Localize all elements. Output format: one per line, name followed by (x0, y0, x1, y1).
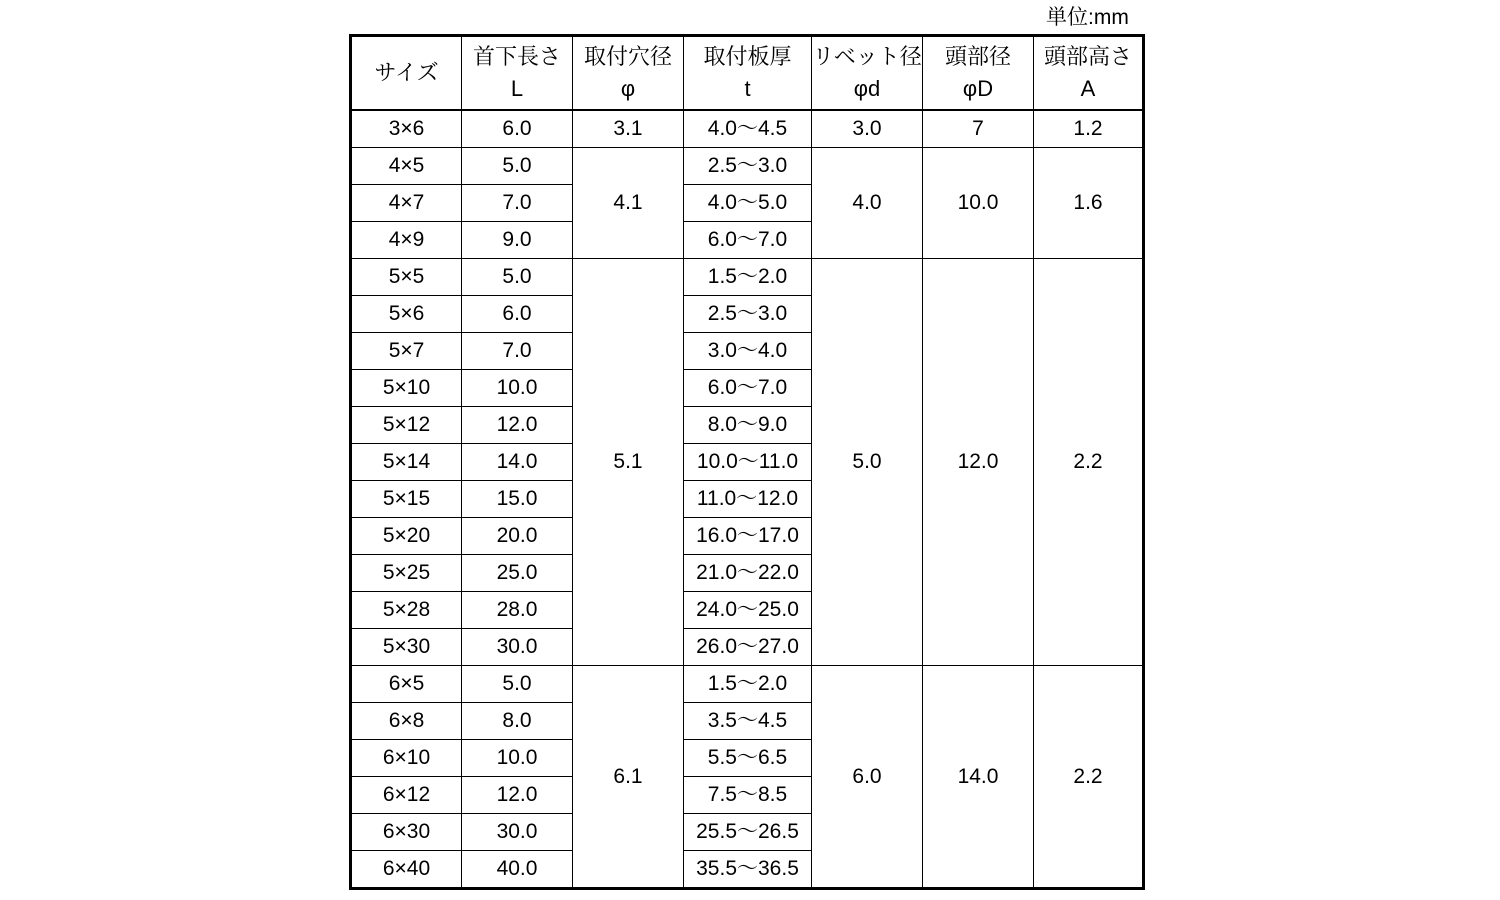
size-cell: 5×15 (351, 481, 462, 518)
length-cell: 5.0 (462, 666, 573, 703)
thickness-cell: 1.5～2.0 (684, 259, 812, 296)
length-cell: 10.0 (462, 740, 573, 777)
length-cell: 25.0 (462, 555, 573, 592)
size-cell: 4×9 (351, 222, 462, 259)
size-cell: 6×5 (351, 666, 462, 703)
header-head-height: 頭部高さ A (1034, 36, 1144, 111)
table-body (351, 110, 1144, 889)
table-header (351, 36, 1144, 111)
size-cell: 5×14 (351, 444, 462, 481)
size-cell: 5×30 (351, 629, 462, 666)
length-cell: 30.0 (462, 814, 573, 851)
length-cell: 10.0 (462, 370, 573, 407)
length-cell: 7.0 (462, 185, 573, 222)
header-head-diameter: 頭部径 φD (923, 36, 1034, 111)
thickness-cell: 6.0～7.0 (684, 222, 812, 259)
header-rivet-diameter: リベット径 φd (812, 36, 923, 111)
head-diameter-cell: 12.0 (923, 259, 1034, 666)
table-row (351, 666, 1144, 703)
thickness-cell: 21.0～22.0 (684, 555, 812, 592)
hole-diameter-cell: 5.1 (573, 259, 684, 666)
length-cell: 6.0 (462, 110, 573, 148)
size-cell: 5×7 (351, 333, 462, 370)
table-row (351, 110, 1144, 148)
length-cell: 6.0 (462, 296, 573, 333)
thickness-cell: 26.0～27.0 (684, 629, 812, 666)
thickness-cell: 16.0～17.0 (684, 518, 812, 555)
head-diameter-cell: 10.0 (923, 148, 1034, 259)
thickness-cell: 3.0～4.0 (684, 333, 812, 370)
head-height-cell: 2.2 (1034, 666, 1144, 889)
size-cell: 6×8 (351, 703, 462, 740)
length-cell: 30.0 (462, 629, 573, 666)
thickness-cell: 25.5～26.5 (684, 814, 812, 851)
rivet-diameter-cell: 6.0 (812, 666, 923, 889)
hole-diameter-cell: 6.1 (573, 666, 684, 889)
size-cell: 6×40 (351, 851, 462, 889)
thickness-cell: 6.0～7.0 (684, 370, 812, 407)
header-plate-thickness: 取付板厚 t (684, 36, 812, 111)
hole-diameter-cell: 3.1 (573, 110, 684, 148)
header-size: サイズ (351, 36, 462, 111)
length-cell: 15.0 (462, 481, 573, 518)
length-cell: 7.0 (462, 333, 573, 370)
size-cell: 6×10 (351, 740, 462, 777)
header-hole-diameter: 取付穴径 φ (573, 36, 684, 111)
table-row (351, 259, 1144, 296)
head-diameter-cell: 7 (923, 110, 1034, 148)
head-height-cell: 1.2 (1034, 110, 1144, 148)
specification-table (349, 34, 1145, 890)
size-cell: 4×5 (351, 148, 462, 185)
rivet-diameter-cell: 4.0 (812, 148, 923, 259)
size-cell: 6×30 (351, 814, 462, 851)
size-cell: 5×5 (351, 259, 462, 296)
rivet-diameter-cell: 3.0 (812, 110, 923, 148)
thickness-cell: 4.0～5.0 (684, 185, 812, 222)
size-cell: 5×6 (351, 296, 462, 333)
size-cell: 3×6 (351, 110, 462, 148)
length-cell: 14.0 (462, 444, 573, 481)
size-cell: 6×12 (351, 777, 462, 814)
thickness-cell: 11.0～12.0 (684, 481, 812, 518)
length-cell: 5.0 (462, 259, 573, 296)
length-cell: 12.0 (462, 777, 573, 814)
head-height-cell: 1.6 (1034, 148, 1144, 259)
length-cell: 9.0 (462, 222, 573, 259)
size-cell: 5×10 (351, 370, 462, 407)
thickness-cell: 4.0～4.5 (684, 110, 812, 148)
thickness-cell: 5.5～6.5 (684, 740, 812, 777)
size-cell: 5×20 (351, 518, 462, 555)
thickness-cell: 10.0～11.0 (684, 444, 812, 481)
length-cell: 5.0 (462, 148, 573, 185)
thickness-cell: 2.5～3.0 (684, 296, 812, 333)
length-cell: 28.0 (462, 592, 573, 629)
size-cell: 5×25 (351, 555, 462, 592)
length-cell: 12.0 (462, 407, 573, 444)
table-row (351, 148, 1144, 185)
hole-diameter-cell: 4.1 (573, 148, 684, 259)
thickness-cell: 7.5～8.5 (684, 777, 812, 814)
head-diameter-cell: 14.0 (923, 666, 1034, 889)
thickness-cell: 8.0～9.0 (684, 407, 812, 444)
size-cell: 5×12 (351, 407, 462, 444)
thickness-cell: 24.0～25.0 (684, 592, 812, 629)
thickness-cell: 1.5～2.0 (684, 666, 812, 703)
size-cell: 5×28 (351, 592, 462, 629)
length-cell: 8.0 (462, 703, 573, 740)
thickness-cell: 2.5～3.0 (684, 148, 812, 185)
unit-label: 単位:mm (1046, 6, 1129, 29)
length-cell: 40.0 (462, 851, 573, 889)
header-length: 首下長さ L (462, 36, 573, 111)
head-height-cell: 2.2 (1034, 259, 1144, 666)
header-row (351, 36, 1144, 111)
size-cell: 4×7 (351, 185, 462, 222)
rivet-diameter-cell: 5.0 (812, 259, 923, 666)
thickness-cell: 3.5～4.5 (684, 703, 812, 740)
thickness-cell: 35.5～36.5 (684, 851, 812, 889)
length-cell: 20.0 (462, 518, 573, 555)
